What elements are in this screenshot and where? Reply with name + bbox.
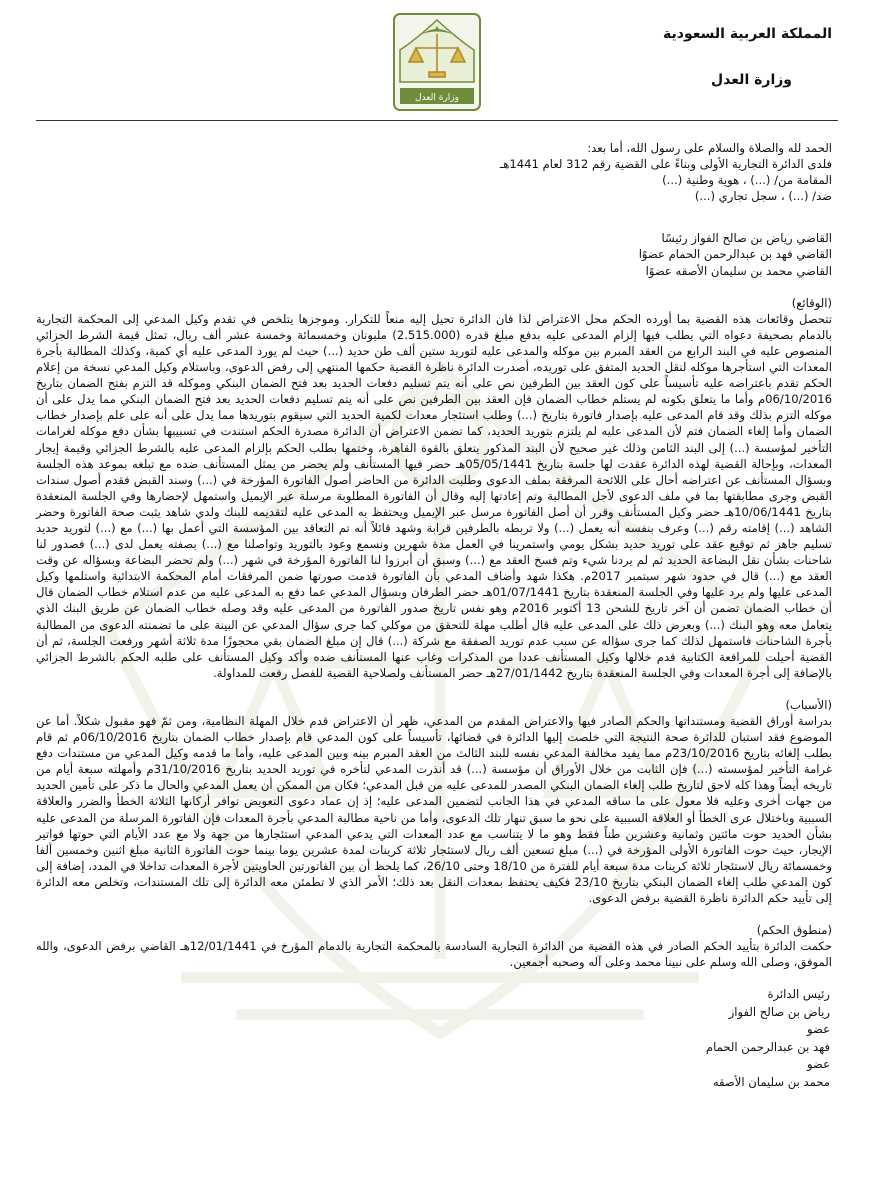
signature-role: رئيس الدائرة [767, 987, 830, 1002]
header-right [663, 26, 832, 88]
reasons-text: بدراسة أوراق القضية ومستنداتها والحكم الصادر فيها والاعتراض المقدم من المدعي، ظهر أن الاعتراض قدم خلال المهلة النظامية، ومن ثمّ فهو مقبول شكلاً. أما عن الموضوع فقد استبان للدائرة صحة النتيجة التي خلصت إليها الدائرة في قضائها، تأسيساً على كون المدعي قام بإصدار خطاب الضمان بتاريخ 06/10/2016م ثم قام بطلب إلغائه بتاريخ 23/10/2016م مما يفيد مخالفة المدعي نفسه للبند الثالث من العقد المبرم بينه وبين المدعى عليه، وأما ما قدمه وكيل المدعي من مستندات دفع غرامة التأخير لمؤسسته (...) فإن الثابت من خلال الأوراق أن مؤسسة (...) قد أنذرت المدعي لتأخره في توريد الحديد بتاريخ 31/10/2016م وأمهلته سبعة أيام من تاريخه أيضاً وهذا كله لاحق لتاريخ طلب إلغاء الضمان البنكي المصدر للمدعى عليه من قبل المدعي؛ فكان من الممكن أن يعمل المدعي والحال ما ذكر على تأمين الحديد من جهات أخرى وعليه فلا معول على ما ساقه المدعي في هذا الجانب لتضمين المدعى عليه؛ إذ إن عماد دعوى التعويض توافر أركانها الثلاثة الخطأ والضرر والعلاقة السببية وباختلال عرى الخطأ أو العلاقة السببية على نحو ما سبق تنهار تلك الدعوى، وأما من ناحية مطالبة المدعي بأجرة المعدات فإن الفاتورة المرسلة من المدعى عليه بشأن الحديد حوت مائتين وثمانية وعشرين طناً فقط وهو ما لا يتناسب مع عدد المعدات التي يدعي المدعي استئجارها من جهة ولا مع عدد الأيام التي حوتها فواتير الإيجار، حيث حوت الفاتورة الأولى المؤرخة في (...) مبلغ تسعين ألف ريال لاستئجار ثلاثة كرينات لمدة عشرين يوما بينما حوت الفاتورة الثانية مبلغ اثنين وخمسين ألفا وخمسمائة ريال لاستئجار ثلاثة كرينات مدة سبعة أيام للفترة من 18/10 وحتى 26/10، كما يلحظ أن بين الفاتورتين الحاويتين لأجرة المعدات تداخلا في المدد، إضافة إلى كون المدعي طلب إلغاء الضمان البنكي بتاريخ 23/10 فكيف يحتفظ بمعدات النقل بعد ذلك؛ الأمر الذي لا تطمئن معه الدائرة إلى تلك المستندات، وتخلص معه الدائرة إلى تأييد حكم الدائرة ناظرة القضية برفض الدعوى. [36, 714, 832, 906]
case-number-line: فلدى الدائرة التجارية الأولى وبناءً على القضية رقم 312 لعام 1441هـ [499, 157, 832, 172]
logo-lettering: وزارة العدل [415, 93, 459, 103]
header-divider [36, 120, 838, 121]
defendant-line: ضد/ (...) ، سجل تجاري (...) [694, 189, 832, 204]
facts-heading: (الوقائع) [791, 295, 832, 310]
judgment-body [36, 140, 832, 1091]
greeting: الحمد لله والصلاة والسلام على رسول الله، أما بعد: [587, 141, 832, 155]
signature-name: محمد بن سليمان الأصقه [712, 1074, 830, 1089]
signature-name: فهد بن عبدالرحمن الحمام [705, 1039, 830, 1054]
signature-role: عضو [807, 1022, 830, 1037]
ruling-heading: (منطوق الحكم) [756, 923, 832, 938]
signature-block [36, 986, 830, 1091]
judge-line: القاضي محمد بن سليمان الأصقه عضوًا [645, 263, 832, 278]
signature-name: رياض بن صالح الفواز [728, 1004, 830, 1019]
judge-line: القاضي فهد بن عبدالرحمن الحمام عضوًا [638, 247, 832, 262]
ministry-title: وزارة العدل [711, 72, 792, 88]
signature-role: عضو [807, 1057, 830, 1072]
reasons-heading: (الأسباب) [785, 697, 832, 712]
facts-text: تتحصل وقائعات هذه القضية بما أورده الحكم محل الاعتراض لذا فان الدائرة تحيل إليه منعاً للتكرار. وموجزها يتلخص في تقدم وكيل المدعي إلى المحكمة التجارية بالدمام بصحيفة دعواه التي يطلب فيها إلزام المدعى عليه بدفع مبلغ قدره (2.515.000) مليونان وخمسمائة وخمسة عشر ألف ريال، تمثل قيمة الشرط الجزائي المنصوص عليه في البند الرابع من العقد المبرم بين موكله والمدعى عليه لتوريد ستين ألف طن حديد (...) حيث لم يورد المدعى عليه أي كمية، وكذلك المطالبة بأجرة المعدات التي استأجرها موكله لنقل الحديد المتفق على توريده، أصدرت الدائرة ناظرة القضية حكمها المنتهي إلى رفض الدعوى، وباستلام وكيل المدعي نسخة من إعلام الحكم تقدم باعتراضه عليه تأسيساً على كون العقد بين الطرفين نص على أنه يتم تسليم دفعات الحديد بعد فتح الضمان البنكي وموكله قد التزم بفتح الضمان بتاريخ 06/10/2016م وأما ما يتعلق بكونه لم يستلم خطاب الضمان فإن العقد بين الطرفين نص على أنه يتم تسليم دفعات الحديد بعد فتح الضمان البنكي مما يدل على أن موكله التزم بذلك وقد قام المدعى عليه بإصدار فاتورة بتاريخ (...) وطلب استئجار معدات لكمية الحديد التي سيقوم بتوريدها مما يدل على أنه على علم بإصدار خطاب الضمان وأما إلغاء الضمان فتم لأن المدعى عليه لم يلتزم بتوريد الحديد، كما تضمن الاعتراض أن الدائرة مصدرة الحكم استندت في تسبيبها بشأن دفع موكله لغرامات التأخير لمؤسسة (...) إلى البند الثامن وذلك غير صحيح لأن البند المذكور يتعلق بالقوة القاهرة، وختمها بطلب الحكم بإلزام المدعى عليه بالشرط الجزائي وقيمة إيجار المعدات، وبإحالة القضية لهذه الدائرة عقدت لها جلسة بتاريخ 05/05/1441هـ حضر فيها المستأنف ولم يحضر من يمثل المستأنف ضده مع تبلغه بموعد هذه الجلسة وبسؤال المستأنف عن اعتراضه أحال على اللائحة المرفقة بملف الدعوى وطلبت الدائرة من الحاضر أصول الفاتورة المؤرخة في (...) وسند القبض فقدم أصول سندات القبض وجرى مطابقتها بما في ملف الدعوى لأجل المطالبة وتم إعادتها إليه وقال أن الفاتورة المطلوبة مرسلة عبر الإيميل واستمهل لإحضارها وفي الجلسة المنعقدة بتاريخ 10/06/1441هـ حضر وكيل المستأنف وقرر أن أصل الفاتورة مرسل عبر الإيميل ويحتفظ به المدعى عليه لتقديمه للبنك ولدي شاهد يثبت صحة الفاتورة وحضر الشاهد (...) إقامته رقم (...) وعرف بنفسه أنه يعمل (...) ولا تربطه بالطرفين قرابة وشهد قائلاً أنه تم التعاقد بين المؤسسة التي أعمل بها (...) مع (...) لتوريد حديد تسليم جاهز ثم توقيع عقد على توريد حديد بشكل يومي واستمرينا في العمل مدة شهرين ونسمع وعود بالتوريد وتواصلنا مع (...) بصفته يعمل لدى (...) فصدور لنا شاحنات بشأن نقل البضاعة الحديد ثم لم يردنا شيء وتم فسخ العقد مع (...) وسبق أن أبرزوا لنا الفاتورة المؤرخة في شهر (...) ولم تحضر البضاعة وبسؤاله عن وقت العقد مع (...) قال في حدود شهر سبتمبر 2017م. هكذا شهد وأضاف المدعي بأن الفاتورة قدمت صورتها ضمن المرفقات أمام المحكمة الابتدائية واستلمها وكيل المدعى عليها ولم يرد عليها وفي الجلسة المنعقدة بتاريخ 01/07/1441هـ حضر الطرفان وبسؤال المدعي عما دفع به المدعى عليه من عدم استلام خطاب الضمان قال أن خطاب الضمان تضمن أن آخر تاريخ للشحن 13 أكتوبر 2016م وهو نفس تاريخ صدور الفاتورة من المدعى عليه وقد وصله خطاب الضمان عن طريق البنك الذي يتعامل معه وهو البنك (...) وبعرض ذلك على المدعى عليه قال أطلب مهلة للتحقق من موكلي كما جرى سؤال المدعي عن البينة على ما تضمنته الدعوى من المطالبة بأجرة الشاحنات فاستمهل لذلك كما جرى سؤاله عن سبب عدم توريد الصفقة مع شركة (...) قال إن مبلغ الضمان بقي محجوزًا مدة ثلاثة أشهر ورفعت الجلسة، ثم أن القضية أحيلت للمرافعة الكتابية قدم خلالها وكيل المستأنف عددا من المذكرات وغاب عنها المستأنف ضده وأكد وكيل المستأنف على طلبه الحكم بالشرط الجزائي بالإضافة إلى أجرة المعدات وفي الجلسة المنعقدة بتاريخ 27/01/1442هـ حضر المستأنف ولصلاحية القضية للفصل رفعت للمداولة. [36, 311, 833, 680]
plaintiff-line: المقامة من/ (...) ، هوية وطنية (...) [662, 173, 832, 188]
ruling-text: حكمت الدائرة بتأييد الحكم الصادر في هذه القضية من الدائرة التجارية السادسة بالمحكمة التجارية بالدمام المؤرخ في 12/01/1441هـ القاضي برفض الدعوى، والله الموفق، وصلى الله وسلم على نبينا محمد وعلى آله وصحبه أجمعين. [36, 939, 832, 970]
judge-line: القاضي رياض بن صالح الفواز رئيسًا [661, 231, 832, 246]
ministry-of-justice-logo [392, 12, 482, 112]
kingdom-title: المملكة العربية السعودية [663, 26, 832, 42]
